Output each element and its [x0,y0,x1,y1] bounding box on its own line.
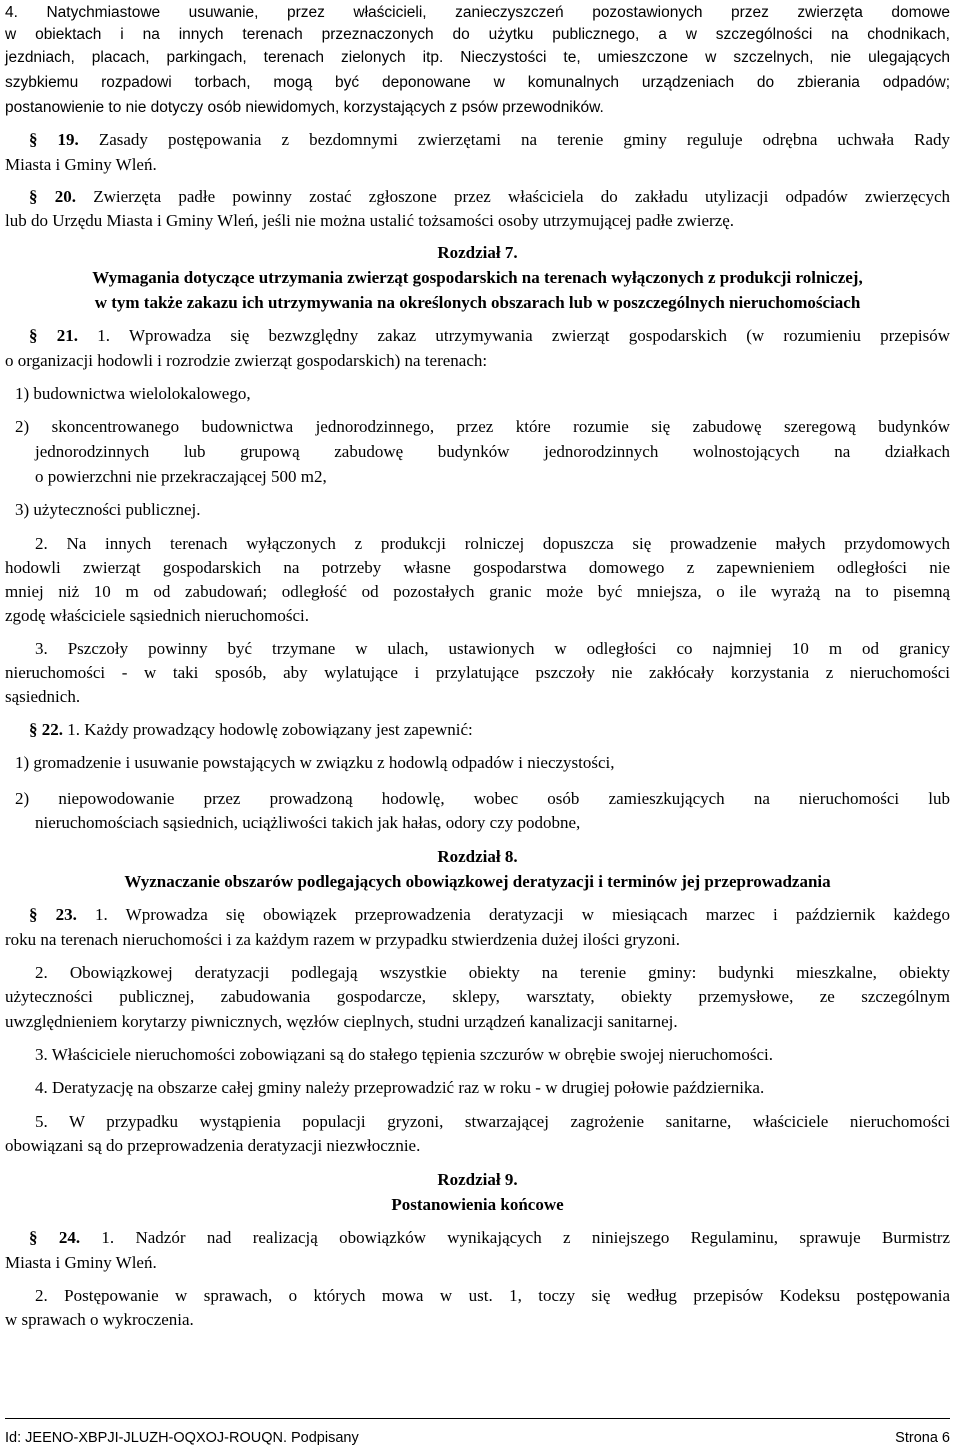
paragraph-text: 1. Wprowadza się bezwzględny zakaz utrzymywania zwierząt gospodarskich (w rozumieniu przepisów [78,326,950,345]
paragraph-line: o organizacji hodowli i rozrodzie zwierząt gospodarskich) na terenach: [5,351,488,370]
paragraph-line: Miasta i Gminy Wleń. [5,155,157,174]
paragraph-line [29,127,950,152]
paragraph-line: 2. Obowiązkowej deratyzacji podlegają wszystkie obiekty na terenie gminy: budynki mieszkalne, obiekty [35,963,950,982]
paragraph-line: hodowli zwierząt gospodarskich na potrzeby własne gospodarstwa domowego z zapewnieniem odległości nie [5,558,950,577]
paragraph-line [29,184,950,209]
paragraph-line: roku na terenach nieruchomości i za każdym razem w przypadku stwierdzenia dużej ilości gryzoni. [5,930,681,949]
paragraph-line: jezdniach, placach, parkingach, terenach zielonych itp. Nieczystości te, umieszczone w szczelnych, nie ulegających [5,49,950,66]
paragraph-line: nieruchomościach sąsiednich, uciążliwości takich jak hałas, odory czy podobne, [35,813,581,832]
paragraph-number: § 19. [29,130,79,149]
paragraph-line: 3. Właściciele nieruchomości zobowiązani są do stałego tępienia szczurów w obrębie swojej nieruchomości. [35,1045,773,1064]
paragraph-line: obowiązani są do przeprowadzenia deratyzacji niezwłocznie. [5,1136,421,1155]
section-heading-line: Wymagania dotyczące utrzymania zwierząt gospodarskich na terenach wyłączonych z produkcji rolniczej, [92,268,863,287]
paragraph-line: uwzględnieniem korytarzy piwnicznych, węzłów cieplnych, studni urządzeń kanalizacji sanitarnej. [5,1012,678,1031]
paragraph-number: § 20. [29,187,76,206]
paragraph-text: Zwierzęta padłe powinny zostać zgłoszone przez właściciela do zakładu utylizacji odpadów zwierzęcych [75,187,950,206]
paragraph-line: 2) skoncentrowanego budownictwa jednorodzinnego, przez które rozumie się zabudowę szeregową budynków [15,417,950,436]
section-heading-line: Rozdział 8. [437,847,518,866]
paragraph-line: zgodę właściciele sąsiednich nieruchomości. [5,606,309,625]
footer-divider [5,1418,950,1419]
paragraph-line: jednorodzinnych lub grupową zabudowę budynków jednorodzinnych wolnostojących na działkach [35,442,950,461]
paragraph-line: w sprawach o wykroczenia. [5,1310,194,1329]
paragraph-line: 3. Pszczoły powinny być trzymane w ulach, ustawionych w odległości co najmniej 10 m od granicy [35,639,950,658]
paragraph-line: sąsiednich. [5,687,81,706]
paragraph-line: 5. W przypadku wystąpienia populacji gryzoni, stwarzającej zagrożenie sanitarne, właściciele nieruchomości [35,1112,950,1131]
paragraph-line: 2. Postępowanie w sprawach, o których mowa w ust. 1, toczy się według przepisów Kodeksu postępowania [35,1286,950,1305]
paragraph-line: 2. Na innych terenach wyłączonych z produkcji rolniczej dopuszcza się prowadzenie małych przydomowych [35,534,950,553]
paragraph-number: § 21. [29,326,79,345]
paragraph-line: lub do Urzędu Miasta i Gminy Wleń, jeśli nie można ustalić tożsamości osoby utrzymującej padłe zwierzę. [5,211,735,230]
document-page [5,0,950,1451]
paragraph-line [29,323,950,348]
paragraph-line: Miasta i Gminy Wleń. [5,1253,157,1272]
section-heading-line: Rozdział 7. [437,243,518,262]
paragraph-line: 2) niepowodowanie przez prowadzoną hodowlę, wobec osób zamieszkujących na nieruchomości lub [15,789,950,808]
section-heading-line: Rozdział 9. [437,1170,518,1189]
paragraph-line: 1) budownictwa wielolokalowego, [15,384,251,403]
paragraph-text: Zasady postępowania z bezdomnymi zwierzętami na terenie gminy reguluje odrębna uchwała Rady [78,130,950,149]
paragraph-line: szybkiemu rozpadowi torbach, mogą być deponowane w komunalnych urządzeniach do zbierania odpadów; [5,74,950,91]
paragraph-number: § 23. [29,905,77,924]
paragraph-line: 3) użyteczności publicznej. [15,500,201,519]
page-footer [5,1427,950,1449]
paragraph-line: postanowienie to nie dotyczy osób niewidomych, korzystających z psów przewodników. [5,99,604,116]
paragraph-line [29,717,950,742]
paragraph-line: 1) gromadzenie i usuwanie powstających w związku z hodowlą odpadów i nieczystości, [15,753,615,772]
paragraph-line: w obiektach i na innych terenach przeznaczonych do użytku publicznego, a w szczególności na chodnikach, [5,26,950,43]
paragraph-text: 1. Nadzór nad realizacją obowiązków wynikających z niniejszego Regulaminu, sprawuje Burmistrz [80,1228,951,1247]
page-number: Strona 6 [895,1430,950,1446]
paragraph-line [29,1225,950,1250]
paragraph-line: nieruchomości - w taki sposób, aby wylatujące i przylatujące pszczoły nie zakłócały korzystania z nieruchomości [5,663,950,682]
document-id: Id: JEENO-XBPJI-JLUZH-OQXOJ-ROUQN. Podpisany [5,1430,359,1446]
paragraph-number: § 24. [29,1228,81,1247]
paragraph-line: o powierzchni nie przekraczającej 500 m2, [35,467,327,486]
paragraph-line: użyteczności publicznej, zabudowania gospodarcze, sklepy, warsztaty, obiekty przemysłowe, ze szczególnym [5,987,950,1006]
paragraph-number: § 22. [29,720,63,739]
paragraph-text: 1. Każdy prowadzący hodowlę zobowiązany jest zapewnić: [63,720,473,739]
section-heading-line: Wyznaczanie obszarów podlegających obowiązkowej deratyzacji i terminów jej przeprowadzania [124,872,831,891]
paragraph-line: mniej niż 10 m od zabudowań; odległość od pozostałych granic może być mniejsza, o ile wyrażą na to pisemną [5,582,950,601]
paragraph-text: 1. Wprowadza się obowiązek przeprowadzenia deratyzacji w miesiącach marzec i październik każdego [76,905,950,924]
paragraph-line: 4. Natychmiastowe usuwanie, przez właścicieli, zanieczyszczeń pozostawionych przez zwierzęta domowe [5,4,950,21]
section-heading-line: Postanowienia końcowe [391,1195,564,1214]
paragraph-line [29,902,950,927]
paragraph-line: 4. Deratyzację na obszarze całej gminy należy przeprowadzić raz w roku - w drugiej połowie października. [35,1078,765,1097]
section-heading-line: w tym także zakazu ich utrzymywania na określonych obszarach lub w poszczególnych nieruchomościach [94,293,861,312]
